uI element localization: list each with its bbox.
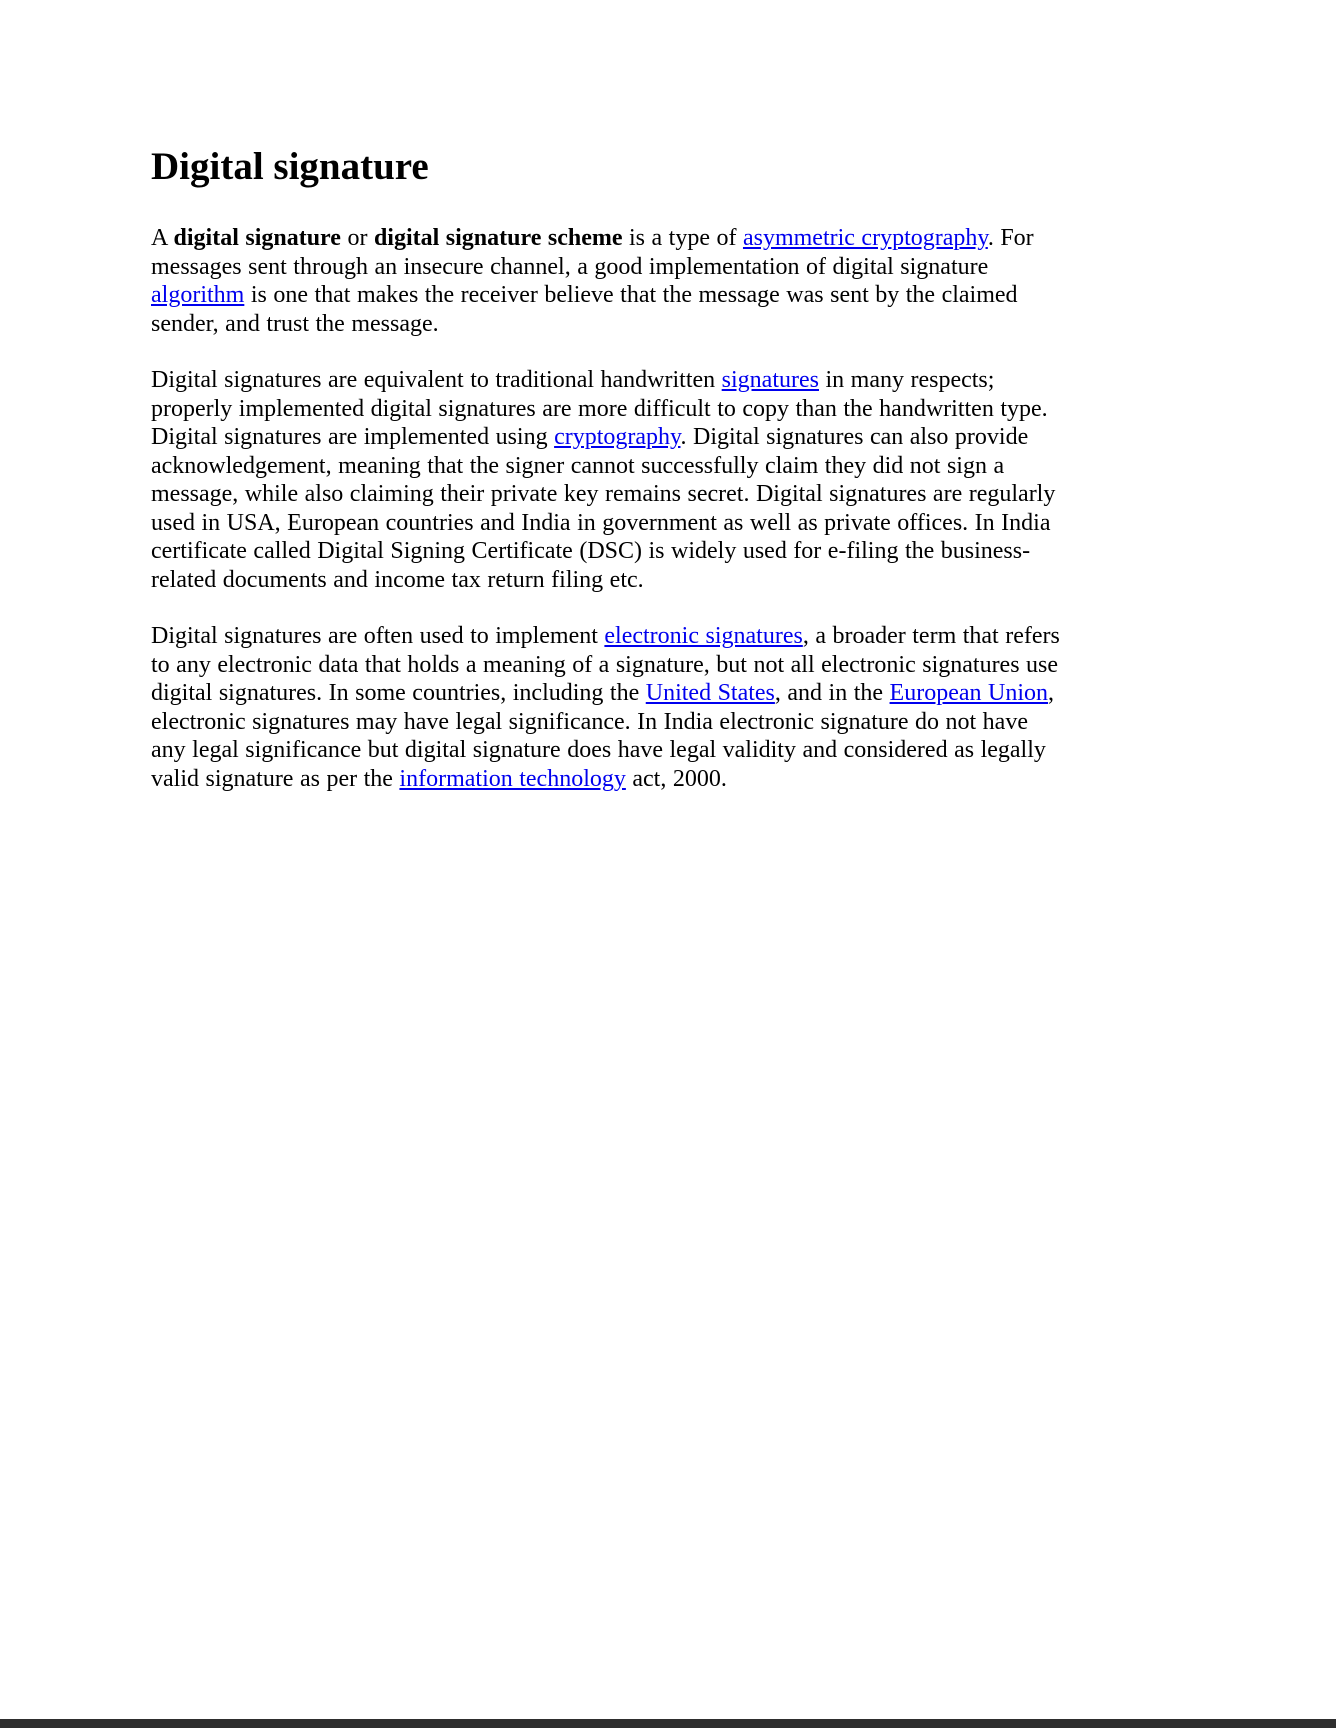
page-title: Digital signature — [151, 145, 429, 188]
text-run: , a broader term that refers to any electronic data that holds a meaning of a signature, but not all electronic signatures use digital signatures. In some countries, including the — [151, 623, 1060, 706]
bold-text: digital signature — [173, 225, 341, 251]
text-run: , electronic signatures may have legal significance. In India electronic signature do not have any legal significance but digital signature does have legal validity and considered as legally valid signature as per the — [151, 680, 1055, 792]
text-link[interactable]: cryptography — [554, 424, 681, 450]
text-run: is one that makes the receiver believe that the message was sent by the claimed sender, and trust the message. — [151, 282, 1018, 337]
text-link[interactable]: electronic signatures — [604, 623, 803, 649]
text-run: or — [340, 225, 374, 251]
paragraph — [151, 622, 1069, 793]
text-link[interactable]: signatures — [721, 367, 819, 393]
text-run: . Digital signatures can also provide acknowledgement, meaning that the signer cannot successfully claim they did not sign a message, while also claiming their private key remains secret. Digital signatures are regularly used in USA, European countries and India in government as well as private offices. In India certificate called Digital Signing Certificate (DSC) is widely used for e-filing the business-related documents and income tax return filing etc. — [151, 424, 1056, 593]
text-run: in many respects; properly implemented digital signatures are more difficult to copy than the handwritten type. Digital signatures are implemented using — [151, 367, 1048, 450]
text-run: , and in the — [774, 680, 890, 706]
document-body — [151, 224, 1336, 793]
bottom-bar — [0, 1719, 1336, 1728]
text-link[interactable]: European Union — [889, 680, 1049, 706]
paragraph — [151, 366, 1069, 594]
text-link[interactable]: algorithm — [151, 282, 245, 308]
document-page — [0, 0, 1336, 793]
text-run: A — [151, 225, 174, 251]
text-run: is a type of — [622, 225, 743, 251]
text-run: Digital signatures are equivalent to traditional handwritten — [151, 367, 722, 393]
text-run: Digital signatures are often used to implement — [151, 623, 605, 649]
text-run: . For messages sent through an insecure channel, a good implementation of digital signature — [151, 225, 1034, 280]
text-link[interactable]: asymmetric cryptography — [742, 225, 988, 251]
text-link[interactable]: United States — [645, 680, 775, 706]
paragraph — [151, 224, 1069, 338]
bold-text: digital signature scheme — [373, 225, 623, 251]
text-link[interactable]: information technology — [399, 765, 626, 792]
text-run: act, 2000. — [625, 765, 727, 792]
